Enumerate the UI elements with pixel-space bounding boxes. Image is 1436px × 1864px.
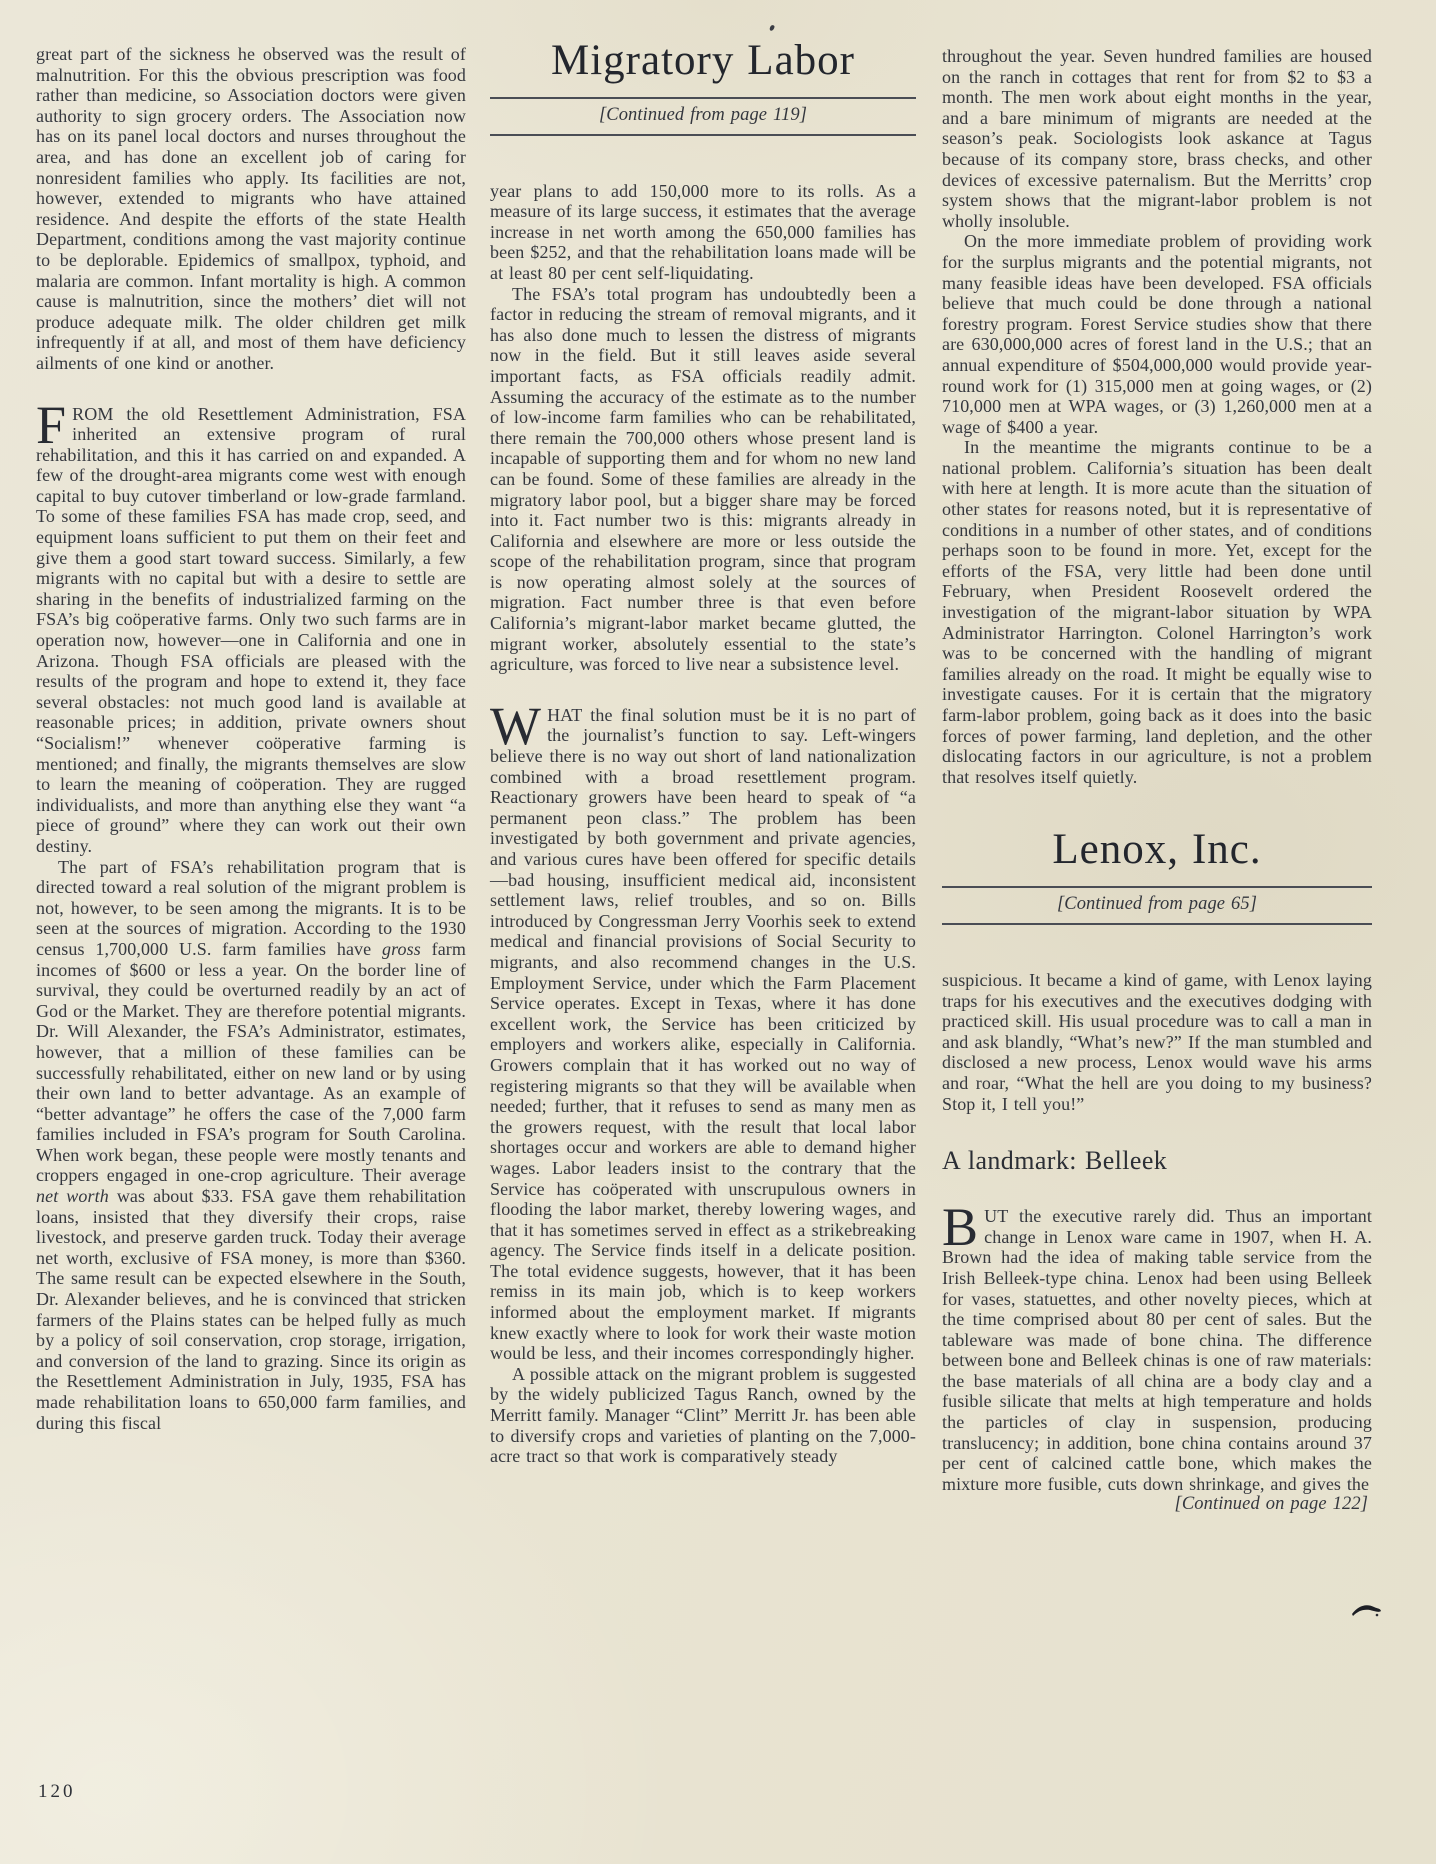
ink-blot-mark [1350, 1598, 1384, 1624]
paragraph: WHAT the final solution must be it is no part of the journalist’s function to say. Left-wingers believe there is no way out short of land nationalization combined with a broad resettlement program. Reactionary growers have been heard to speak of “a permanent peon class.” The problem has been investigated by both government and private agencies, and various cures have been offered for specific details—bad housing, insufficient medical aid, inconsistent settlement laws, relief troubles, and so on. Bills introduced by Congressman Jerry Voorhis seek to extend medical and financial provisions of Social Security to migrants, and also recommend changes in the U.S. Employment Service, under which the Farm Placement Service operates. Except in Texas, where it has done excellent work, the Service has been criticized by employers and workers alike, especially in California. Growers complain that it has worked out no way of registering migrants so that they will be available when needed; further, that it refuses to send as many men as the growers request, with the result that local labor shortages occur and workers are able to demand higher wages. Labor leaders insist to the contrary that the Service has coöperated with unscrupulous owners in flooding the labor market, thereby lowering wages, and that it has sometimes served in effect as a strikebreaking agency. The Service finds itself in a delicate position. The total evidence suggests, however, that it has been remiss in its main job, which is to keep workers informed about the employment market. If migrants knew exactly where to look for work their waste motion would be less, and their incomes correspondingly higher. [490, 695, 916, 1364]
ink-speck [769, 24, 775, 31]
paragraph: In the meantime the migrants continue to be a national problem. California’s situation has been dealt with here at length. It is more acute than the situation of other states for reasons noted, but it is representative of conditions in a number of other states, and of conditions perhaps soon to be found in more. Yet, except for the efforts of the FSA, very little had been done until February, when President Roosevelt ordered the investigation of the migrant-labor situation by WPA Administrator Harrington. Colonel Harrington’s work was to be concerned with the handling of migrant families already on the road. It might be equally wise to investigate causes. For it is certain that the migratory farm-labor problem, going back as it does into the basic forces of power farming, land depletion, and the other dislocating factors in our agriculture, is not a problem that resolves itself quietly. [942, 437, 1372, 787]
paragraph: suspicious. It became a kind of game, with Lenox laying traps for his executives and the executives dodging with practiced skill. His usual procedure was to call a man in and ask blandly, “What’s new?” If the man stumbled and disclosed a new process, Lenox would wave his arms and roar, “What the hell are you doing to my business? Stop it, I tell you!” [942, 969, 1372, 1114]
continued-on-note: [Continued on page 122] [1174, 1494, 1368, 1515]
paragraph: BUT the executive rarely did. Thus an important change in Lenox ware came in 1907, when H. A. Brown had the idea of making table service from the Irish Belleek-type china. Lenox had been using Belleek for vases, statuettes, and other novelty pieces, which at the time comprised about 80 per cent of sales. But the tableware was made of bone china. The difference between bone and Belleek chinas is one of raw materials: the base materials of all china are a body clay and a fusible silicate that melts at high temperature and holds the particles of clay in suspension, producing translucency; in addition, bone china contains around 37 per cent of calcined cattle bone, which makes the mixture more fusible, cuts down shrinkage, and gives the [942, 1197, 1372, 1494]
paragraph: year plans to add 150,000 more to its rolls. As a measure of its large success, it estimates that the average increase in net worth among the 650,000 families has been $252, and that the rehabilitation loans made will be at least 80 per cent self-liquidating. [490, 180, 916, 283]
continued-from-note: [Continued from page 119] [490, 97, 916, 136]
italic-phrase: net worth [36, 1186, 109, 1207]
section-subhead: A landmark: Belleek [942, 1146, 1168, 1176]
paragraph: FROM the old Resettlement Administration, FSA inherited an extensive program of rural rehabilitation, and this it has carried on and expanded. A few of the drought-area migrants come west with enough capital to buy cutover timberland or low-grade farmland. To some of these families FSA has made crop, seed, and equipment loans sufficient to put them on their feet and give them a good start toward success. Similarly, a few migrants with no capital but with a desire to settle are sharing in the benefits of industrialized farming on the FSA’s big coöperative farms. Only two such farms are in operation now, however—one in California and one in Arizona. Though FSA officials are pleased with the results of the program and hope to extend it, they face several obstacles: not much good land is available at reasonable prices; in addition, private owners shout “Socialism!” whenever coöperative farming is mentioned; and finally, the migrants themselves are slow to learn the meaning of coöperation. They are rugged individualists, and more than anything else they want “a piece of ground” where they can work out their own destiny. [36, 394, 466, 856]
article-title: Migratory Labor [551, 37, 855, 84]
article-title: Lenox, Inc. [1052, 826, 1262, 874]
paragraph: throughout the year. Seven hundred families are housed on the ranch in cottages that rent for from $2 to $3 a month. The men work about eight months in the year, and a bare minimum of migrants are needed at the season’s peak. Sociologists look askance at Tagus because of its company store, brass checks, and other devices of excessive paternalism. But the Merritts’ crop system shows that the migrant-labor problem is not wholly insoluble. [942, 46, 1372, 231]
continued-from-note: [Continued from page 65] [942, 886, 1372, 925]
paragraph: The FSA’s total program has undoubtedly been a factor in reducing the stream of removal migrants, and it has also done much to lessen the distress of migrants now in the field. But it still leaves aside several important facts, as FSA officials readily admit. Assuming the accuracy of the estimate as to the number of low-income farm families who can be rehabilitated, there remain the 700,000 others whose present land is incapable of supporting them and for whom no new land can be found. Some of these families are already in the migratory labor pool, but a bigger share may be forced into it. Fact number two is this: migrants already in California and elsewhere are more or less outside the scope of the rehabilitation program, since that program is now operating almost solely at the sources of migration. Fact number three is that even before California’s migrant-labor market became glutted, the migrant worker, absolutely essential to the state’s agriculture, was forced to live near a subsistence level. [490, 283, 916, 675]
column-2 [490, 38, 916, 1467]
paragraph: On the more immediate problem of providing work for the surplus migrants and the potential migrants, not many feasible ideas have been developed. FSA officials believe that much could be done through a national forestry program. Forest Service studies show that there are 630,000,000 acres of forest land in the U.S.; that an annual expenditure of $504,000,000 would provide year-round work for (1) 315,000 men at going wages, or (2) 710,000 men at WPA wages, or (3) 1,260,000 men at a wage of $400 a year. [942, 231, 1372, 437]
italic-phrase: gross [381, 938, 421, 959]
column-3 [942, 46, 1372, 1515]
paragraph: great part of the sickness he observed was the result of malnutrition. For this the obvious prescription was food rather than medicine, so Association doctors were given authority to sign grocery orders. The Association now has on its panel local doctors and nurses throughout the area, and has done an excellent job of caring for nonresident families who apply. Its facilities are not, however, extended to migrants who have attained residence. And despite the efforts of the state Health Department, conditions among the vast majority continue to be deplorable. Epidemics of smallpox, typhoid, and malaria are common. Infant mortality is high. A common cause is malnutrition, since the mothers’ diet will not produce adequate milk. The older children get milk infrequently if at all, and most of them have deficiency ailments of one kind or another. [36, 44, 466, 373]
column-1 [36, 44, 466, 1433]
page-number: 120 [38, 1781, 76, 1802]
paragraph: The part of FSA’s rehabilitation program that is directed toward a real solution of the migrant problem is not, however, to be seen among the migrants. It is to be seen at the sources of migration. According to the 1930 census 1,700,000 U.S. farm families have gross farm incomes of $600 or less a year. On the border line of survival, they could be overturned readily by an act of God or the Market. They are therefore potential migrants. Dr. Will Alexander, the FSA’s Administrator, estimates, however, that a million of these families can be successfully rehabilitated, either on new land or by using their own land to better advantage. As an example of “better advantage” he offers the case of the 7,000 farm families included in FSA’s program for South Carolina. When work began, these people were mostly tenants and croppers engaged in one-crop agriculture. Their average net worth was about $33. FSA gave them rehabilitation loans, insisted that they diversify their crops, raise livestock, and preserve garden truck. Today their average net worth, exclusive of FSA money, is more than $360. The same result can be expected elsewhere in the South, Dr. Alexander believes, and he is convinced that stricken farmers of the Plains states can be helped fully as much by a policy of soil conservation, crop storage, irrigation, and conversion of the land to grazing. Since its origin as the Resettlement Administration in July, 1935, FSA has made rehabilitation loans to 650,000 farm families, and during this fiscal [36, 856, 466, 1433]
drop-cap: F [36, 394, 67, 455]
drop-cap: W [490, 695, 542, 756]
paragraph: A possible attack on the migrant problem is suggested by the widely publicized Tagus Ranch, owned by the Merritt family. Manager “Clint” Merritt Jr. has been able to diversify crops and varieties of planting on the 7,000-acre tract so that work is comparatively steady [490, 1363, 916, 1467]
drop-cap: B [942, 1197, 979, 1258]
